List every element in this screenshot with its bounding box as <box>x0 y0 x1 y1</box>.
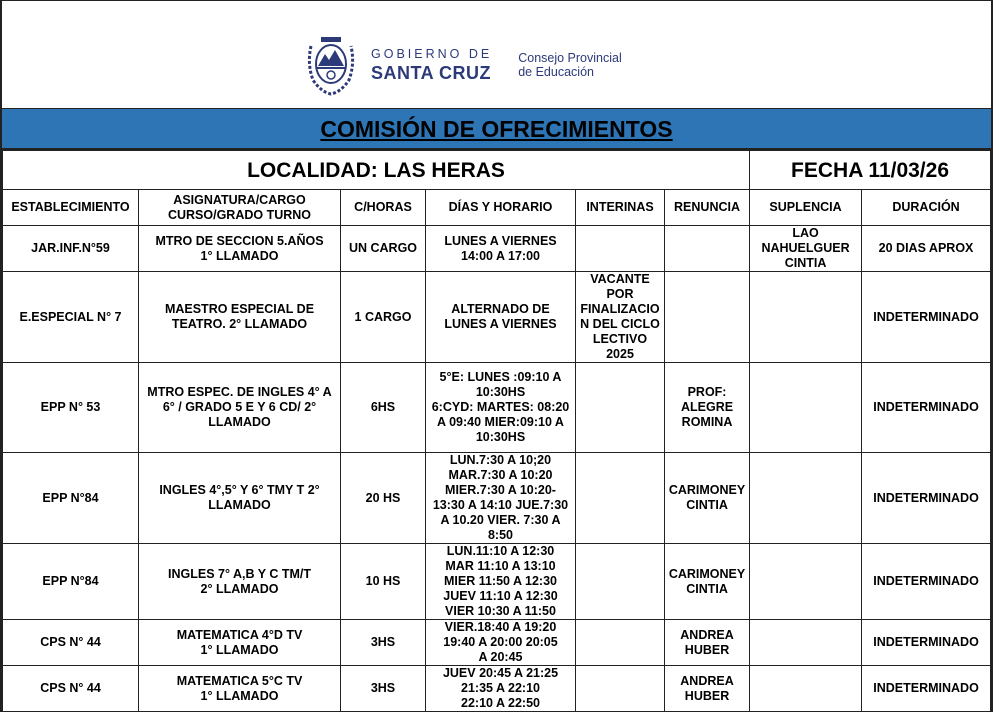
cell-duracion: INDETERMINADO <box>862 544 991 620</box>
cell-establecimiento: EPP N°84 <box>3 453 139 544</box>
column-header-duracion: DURACIÓN <box>862 190 991 226</box>
cell-renuncia: PROF: ALEGRE ROMINA <box>665 363 750 453</box>
cell-horas: 3HS <box>341 620 426 666</box>
cell-renuncia: CARIMONEY CINTIA <box>665 544 750 620</box>
cell-horas: 1 CARGO <box>341 272 426 363</box>
location-row <box>3 151 991 190</box>
cell-suplencia: LAO NAHUELGUER CINTIA <box>750 226 862 272</box>
cell-renuncia: ANDREA HUBER <box>665 666 750 712</box>
council-line1: Consejo Provincial <box>518 51 622 65</box>
table-row <box>3 666 991 712</box>
column-header-renuncia: RENUNCIA <box>665 190 750 226</box>
cell-asignatura: MATEMATICA 4°D TV 1° LLAMADO <box>139 620 341 666</box>
fecha: FECHA 11/03/26 <box>750 151 991 190</box>
cell-asignatura: MTRO ESPEC. DE INGLES 4° A 6° / GRADO 5 E Y 6 CD/ 2° LLAMADO <box>139 363 341 453</box>
council-line2: de Educación <box>518 65 594 79</box>
cell-renuncia: ANDREA HUBER <box>665 620 750 666</box>
column-header-interinas: INTERINAS <box>576 190 665 226</box>
cell-interinas <box>576 363 665 453</box>
cell-establecimiento: CPS N° 44 <box>3 620 139 666</box>
cell-asignatura: MAESTRO ESPECIAL DE TEATRO. 2° LLAMADO <box>139 272 341 363</box>
cell-asignatura: INGLES 4°,5° Y 6° TMY T 2° LLAMADO <box>139 453 341 544</box>
cell-interinas: VACANTE POR FINALIZACIO N DEL CICLO LECTIVO 2025 <box>576 272 665 363</box>
table-row <box>3 272 991 363</box>
cell-horas: 10 HS <box>341 544 426 620</box>
cell-duracion: INDETERMINADO <box>862 363 991 453</box>
cell-horario: ALTERNADO DE LUNES A VIERNES <box>426 272 576 363</box>
table-row <box>3 226 991 272</box>
cell-establecimiento: EPP N°84 <box>3 544 139 620</box>
coat-of-arms-icon <box>305 34 357 96</box>
cell-interinas <box>576 620 665 666</box>
cell-horario: JUEV 20:45 A 21:25 21:35 A 22:10 22:10 A 22:50 <box>426 666 576 712</box>
cell-asignatura: MTRO DE SECCION 5.AÑOS 1° LLAMADO <box>139 226 341 272</box>
cell-horas: UN CARGO <box>341 226 426 272</box>
government-logo <box>305 34 622 96</box>
table-row <box>3 544 991 620</box>
document-header <box>2 1 991 109</box>
cell-suplencia <box>750 544 862 620</box>
title-band <box>2 109 991 150</box>
cell-interinas <box>576 453 665 544</box>
table-row <box>3 363 991 453</box>
column-headers <box>3 190 991 226</box>
column-header-horario: DÍAS Y HORARIO <box>426 190 576 226</box>
cell-establecimiento: EPP N° 53 <box>3 363 139 453</box>
offers-table <box>2 150 991 712</box>
cell-suplencia <box>750 272 862 363</box>
cell-suplencia <box>750 620 862 666</box>
gov-line1: GOBIERNO DE <box>371 47 493 62</box>
cell-establecimiento: JAR.INF.N°59 <box>3 226 139 272</box>
cell-interinas <box>576 666 665 712</box>
cell-asignatura: INGLES 7° A,B Y C TM/T 2° LLAMADO <box>139 544 341 620</box>
cell-suplencia <box>750 453 862 544</box>
cell-horario: LUNES A VIERNES 14:00 A 17:00 <box>426 226 576 272</box>
cell-horas: 3HS <box>341 666 426 712</box>
cell-duracion: INDETERMINADO <box>862 453 991 544</box>
column-header-suplencia: SUPLENCIA <box>750 190 862 226</box>
cell-suplencia <box>750 363 862 453</box>
localidad: LOCALIDAD: LAS HERAS <box>3 151 750 190</box>
cell-interinas <box>576 544 665 620</box>
cell-horas: 6HS <box>341 363 426 453</box>
column-header-establecimiento: ESTABLECIMIENTO <box>3 190 139 226</box>
cell-duracion: INDETERMINADO <box>862 620 991 666</box>
cell-duracion: 20 DIAS APROX <box>862 226 991 272</box>
table-row <box>3 453 991 544</box>
cell-horario: LUN.7:30 A 10;20 MAR.7:30 A 10:20 MIER.7:30 A 10:20- 13:30 A 14:10 JUE.7:30 A 10.20 VIER. 7:30 A 8:50 <box>426 453 576 544</box>
cell-interinas <box>576 226 665 272</box>
cell-renuncia: CARIMONEY CINTIA <box>665 453 750 544</box>
council-name <box>518 51 622 79</box>
page-title: COMISIÓN DE OFRECIMIENTOS <box>320 116 673 142</box>
cell-horario: VIER.18:40 A 19:20 19:40 A 20:00 20:05 A 20:45 <box>426 620 576 666</box>
cell-suplencia <box>750 666 862 712</box>
cell-establecimiento: CPS N° 44 <box>3 666 139 712</box>
government-name <box>371 48 492 82</box>
cell-horas: 20 HS <box>341 453 426 544</box>
cell-horario: LUN.11:10 A 12:30 MAR 11:10 A 13:10 MIER 11:50 A 12:30 JUEV 11:10 A 12:30 VIER 10:30 A 11:50 <box>426 544 576 620</box>
column-header-asignatura: ASIGNATURA/CARGO CURSO/GRADO TURNO <box>139 190 341 226</box>
cell-renuncia <box>665 226 750 272</box>
table-row <box>3 620 991 666</box>
cell-duracion: INDETERMINADO <box>862 666 991 712</box>
cell-establecimiento: E.ESPECIAL N° 7 <box>3 272 139 363</box>
gov-line2: SANTA CRUZ <box>371 62 491 83</box>
cell-asignatura: MATEMATICA 5°C TV 1° LLAMADO <box>139 666 341 712</box>
cell-horario: 5°E: LUNES :09:10 A 10:30HS 6:CYD: MARTES: 08:20 A 09:40 MIER:09:10 A 10:30HS <box>426 363 576 453</box>
cell-duracion: INDETERMINADO <box>862 272 991 363</box>
column-header-horas: C/HORAS <box>341 190 426 226</box>
cell-renuncia <box>665 272 750 363</box>
